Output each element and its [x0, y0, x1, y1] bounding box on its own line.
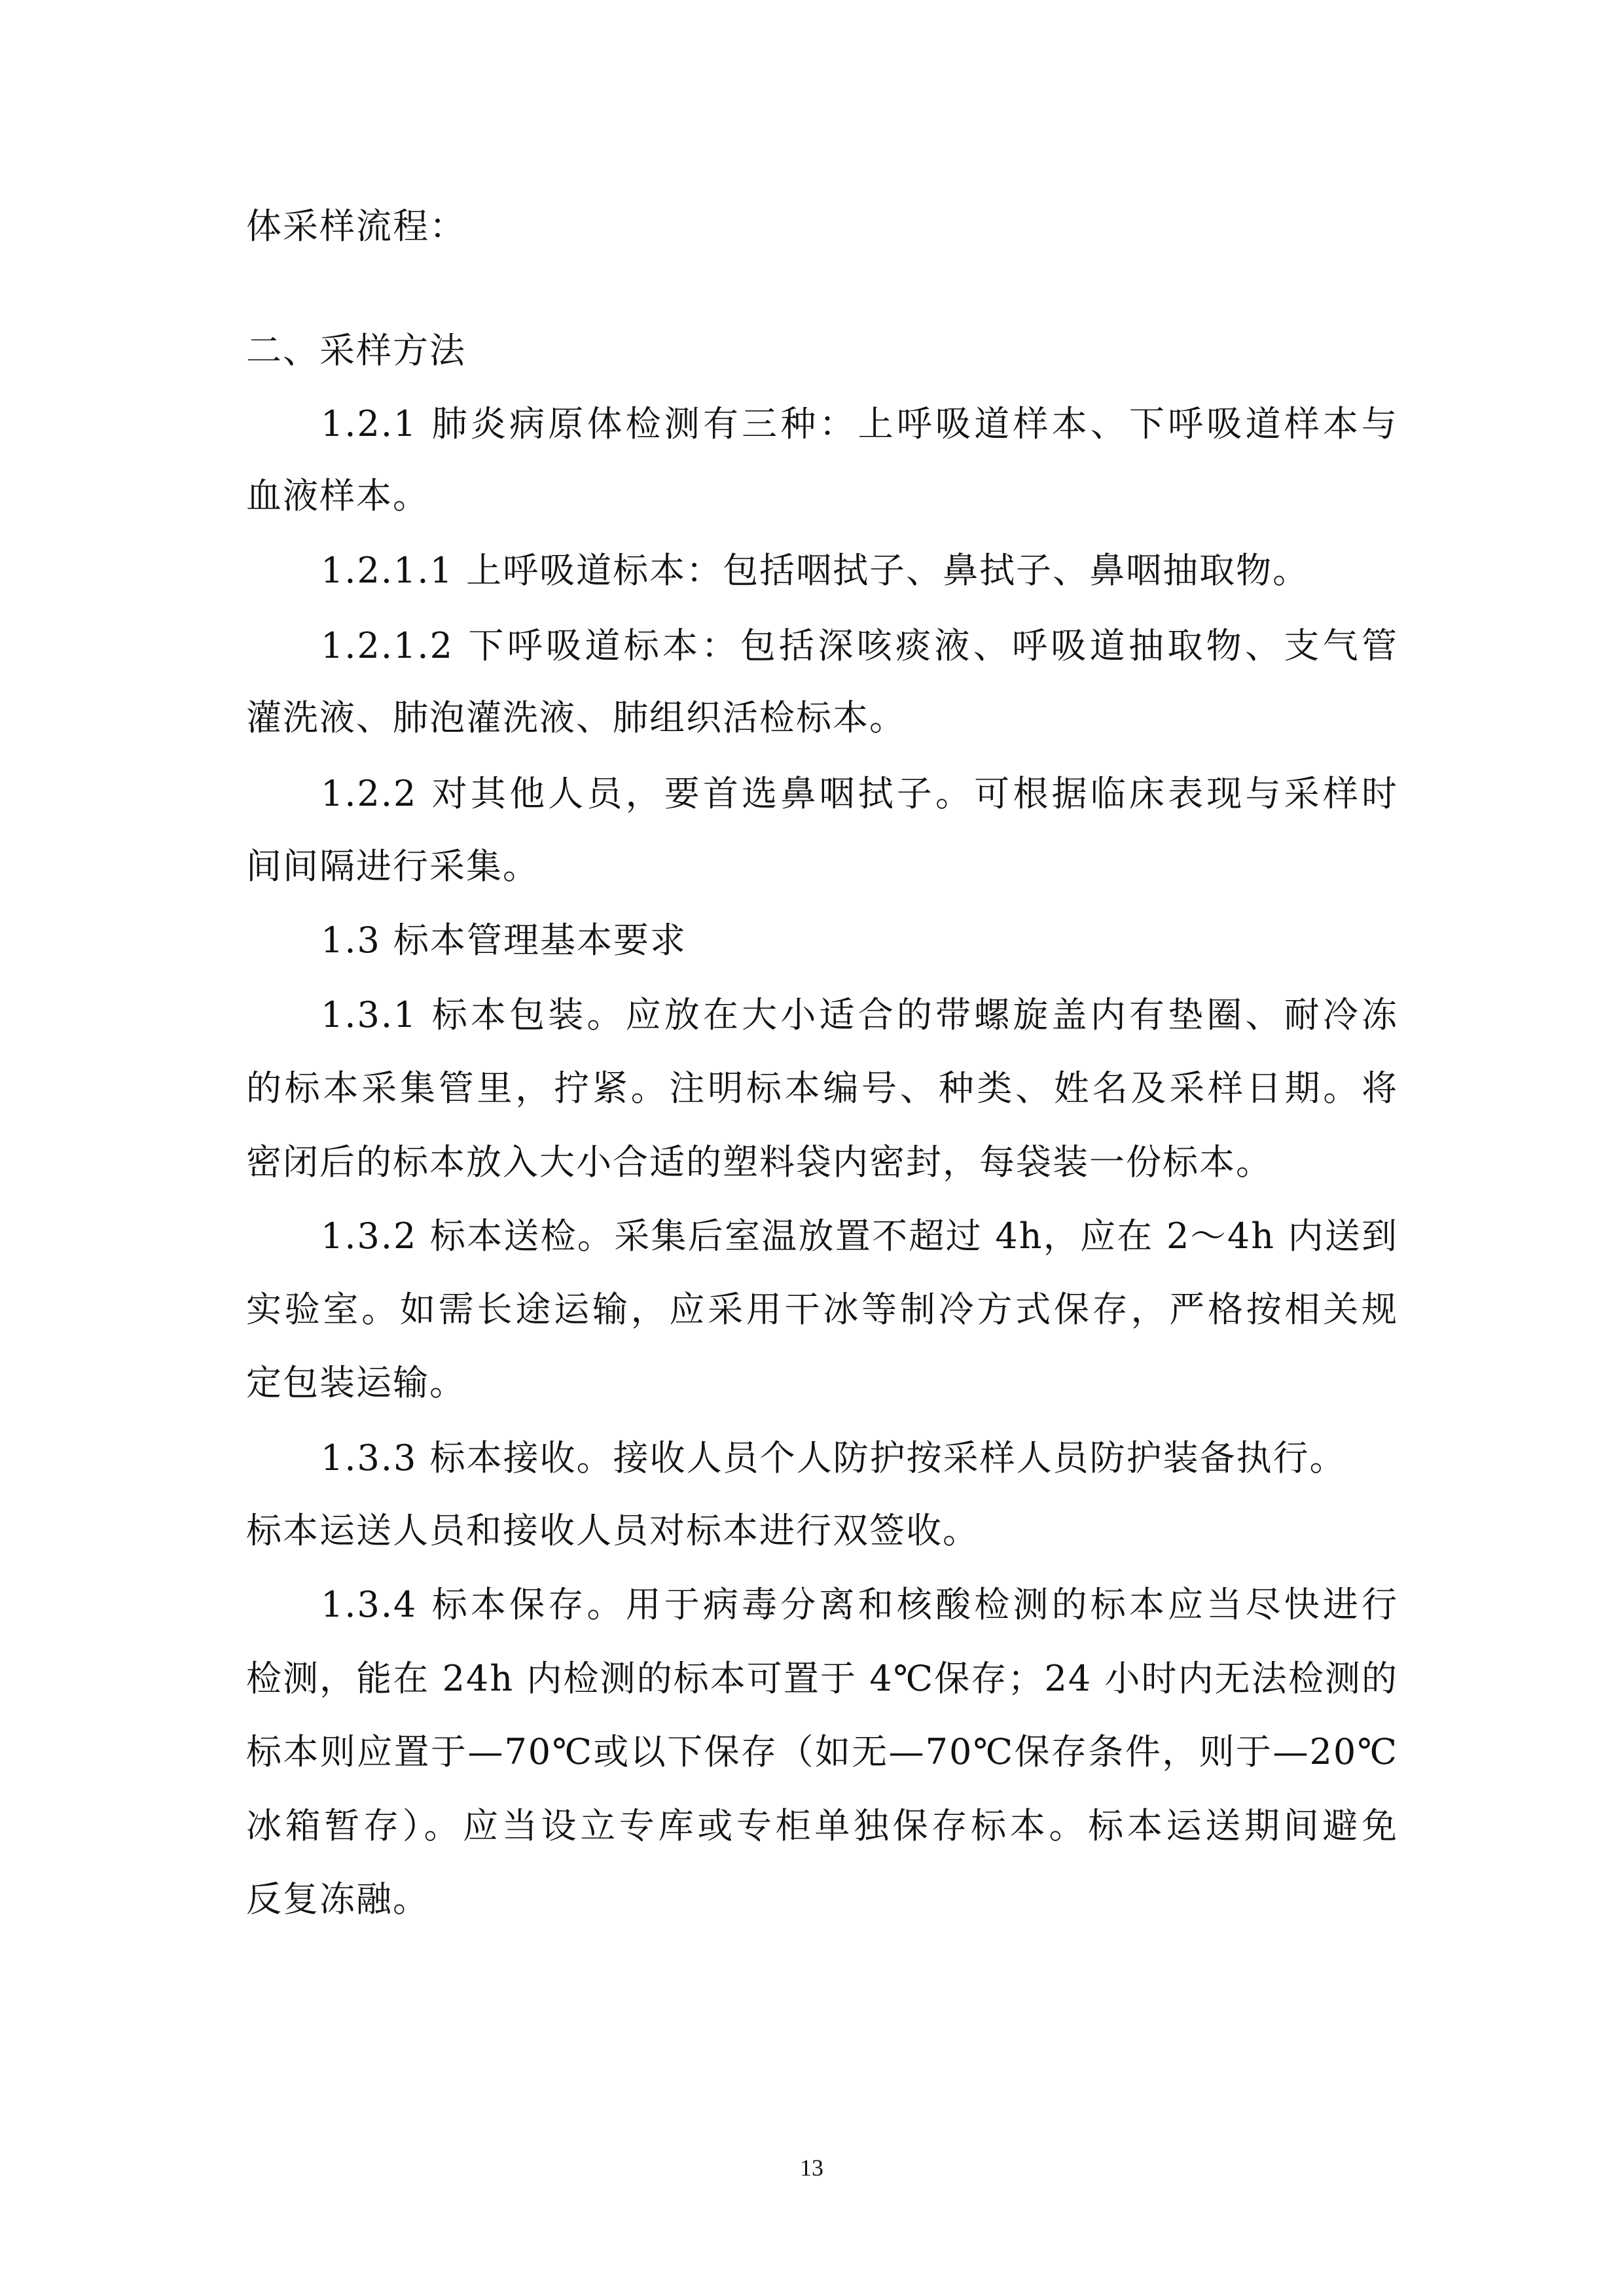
section-heading-sampling-method: 二、采样方法 — [246, 330, 466, 371]
paragraph-1-3-4-line-1: 1.3.4 标本保存。用于病毒分离和核酸检测的标本应当尽快进行 — [321, 1584, 1398, 1625]
paragraph-1-2-2-line-1: 1.2.2 对其他人员，要首选鼻咽拭子。可根据临床表现与采样时 — [321, 773, 1398, 814]
paragraph-1-3-1-line-1: 1.3.1 标本包装。应放在大小适合的带螺旋盖内有垫圈、耐冷冻 — [321, 994, 1398, 1035]
paragraph-1-2-2-line-2: 间间隔进行采集。 — [246, 846, 539, 887]
paragraph-1-3-4-line-4: 冰箱暂存）。应当设立专库或专柜单独保存标本。标本运送期间避免 — [246, 1805, 1398, 1846]
page-number: 13 — [800, 2155, 823, 2181]
paragraph-1-3-3-line-2: 标本运送人员和接收人员对标本进行双签收。 — [246, 1510, 979, 1551]
paragraph-1-3-3-line-1: 1.3.3 标本接收。接收人员个人防护按采样人员防护装备执行。 — [321, 1437, 1346, 1479]
paragraph-1-2-1-2-line-1: 1.2.1.2 下呼吸道标本：包括深咳痰液、呼吸道抽取物、支气管 — [321, 625, 1398, 666]
paragraph-1-2-1-line-2: 血液样本。 — [246, 475, 429, 516]
paragraph-1-3-4-line-3: 标本则应置于—70℃或以下保存（如无—70℃保存条件，则于—20℃ — [246, 1731, 1398, 1772]
paragraph-1-3-1-line-2: 的标本采集管里，拧紧。注明标本编号、种类、姓名及采样日期。将 — [246, 1067, 1398, 1109]
subsection-heading-1-3: 1.3 标本管理基本要求 — [321, 920, 687, 961]
paragraph-1-3-2-line-2: 实验室。如需长途运输，应采用干冰等制冷方式保存，严格按相关规 — [246, 1289, 1398, 1330]
paragraph-1-2-1-1-line-1: 1.2.1.1 上呼吸道标本：包括咽拭子、鼻拭子、鼻咽抽取物。 — [321, 550, 1310, 591]
text-line-intro: 体采样流程： — [246, 206, 466, 247]
paragraph-1-2-1-line-1: 1.2.1 肺炎病原体检测有三种：上呼吸道样本、下呼吸道样本与 — [321, 403, 1398, 444]
paragraph-1-3-4-line-2: 检测，能在 24h 内检测的标本可置于 4℃保存；24 小时内无法检测的 — [246, 1658, 1398, 1699]
paragraph-1-3-4-line-5: 反复冻融。 — [246, 1878, 429, 1920]
paragraph-1-3-2-line-3: 定包装运输。 — [246, 1362, 466, 1403]
paragraph-1-3-1-line-3: 密闭后的标本放入大小合适的塑料袋内密封，每袋装一份标本。 — [246, 1141, 1272, 1183]
paragraph-1-3-2-line-1: 1.3.2 标本送检。采集后室温放置不超过 4h，应在 2～4h 内送到 — [321, 1215, 1398, 1257]
paragraph-1-2-1-2-line-2: 灌洗液、肺泡灌洗液、肺组织活检标本。 — [246, 697, 906, 738]
